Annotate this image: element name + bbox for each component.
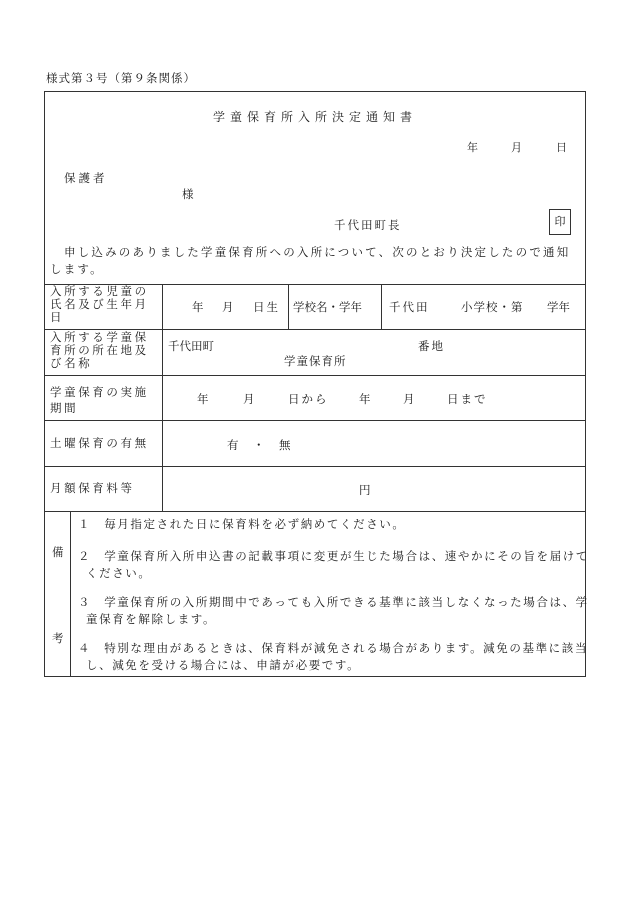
to-year: 年	[359, 392, 371, 406]
table-line	[44, 375, 586, 376]
facility-town: 千代田町	[168, 339, 214, 353]
birth-year: 年	[192, 300, 204, 314]
fee-unit: 円	[359, 483, 371, 497]
table-line	[44, 466, 586, 467]
honorific: 様	[182, 187, 194, 201]
facility-label: 入所する学童保育所の所在地及び名称	[50, 330, 149, 370]
table-line	[44, 511, 586, 512]
remarks-label-top: 備	[52, 545, 64, 559]
date-day-label: 日	[556, 141, 567, 154]
from-month: 月	[243, 392, 255, 406]
guardian-label: 保護者	[64, 171, 108, 185]
facility-name-suffix: 学童保育所	[284, 354, 347, 368]
to-month: 月	[403, 392, 415, 406]
table-line	[162, 284, 163, 511]
remark-note-4: ４ 特別な理由があるときは、保育料が減免される場合があります。減免の基準に該当し、減免を受ける場合には、申請が必要です。	[78, 641, 588, 672]
from-day: 日から	[288, 392, 329, 406]
period-label: 学童保育の実施期間	[50, 385, 149, 415]
address-suffix: 番地	[418, 339, 445, 353]
saturday-separator: ・	[253, 438, 265, 452]
school-town: 千代田	[389, 300, 430, 314]
saturday-yes: 有	[227, 438, 239, 452]
school-label: 学校名・学年	[293, 300, 362, 314]
seal-box: 印	[549, 209, 571, 235]
table-line	[44, 420, 586, 421]
remark-note-2: ２ 学童保育所入所申込書の記載事項に変更が生じた場合は、速やかにその旨を届けてください。	[78, 549, 589, 580]
from-year: 年	[197, 392, 209, 406]
saturday-no: 無	[279, 438, 291, 452]
remark-note-1: １ 毎月指定された日に保育料を必ず納めてください。	[78, 517, 406, 531]
intro-text: 申し込みのありました学童保育所への入所について、次のとおり決定したので通知します。	[50, 245, 571, 276]
date-month-label: 月	[511, 141, 522, 154]
date-year-label: 年	[467, 141, 478, 154]
remark-note-3: ３ 学童保育所の入所期間中であっても入所できる基準に該当しなくなった場合は、学童保育を解除します。	[78, 595, 589, 626]
remarks-label-bottom: 考	[52, 631, 64, 645]
table-line	[70, 511, 71, 677]
fee-label: 月額保育料等	[50, 481, 135, 495]
birth-month: 月	[222, 300, 234, 314]
table-line	[381, 284, 382, 329]
form-number: 様式第３号（第９条関係）	[46, 71, 196, 85]
issuer-name: 千代田町長	[334, 218, 402, 232]
document-title: 学童保育所入所決定通知書	[212, 110, 417, 124]
school-suffix: 小学校・第	[461, 300, 524, 314]
saturday-label: 土曜保育の有無	[50, 436, 149, 450]
to-day: 日まで	[447, 392, 488, 406]
birth-day: 日生	[253, 300, 280, 314]
grade-suffix: 学年	[547, 300, 570, 314]
table-line	[288, 284, 289, 329]
child-name-label: 入所する児童の氏名及び生年月日	[50, 284, 149, 324]
